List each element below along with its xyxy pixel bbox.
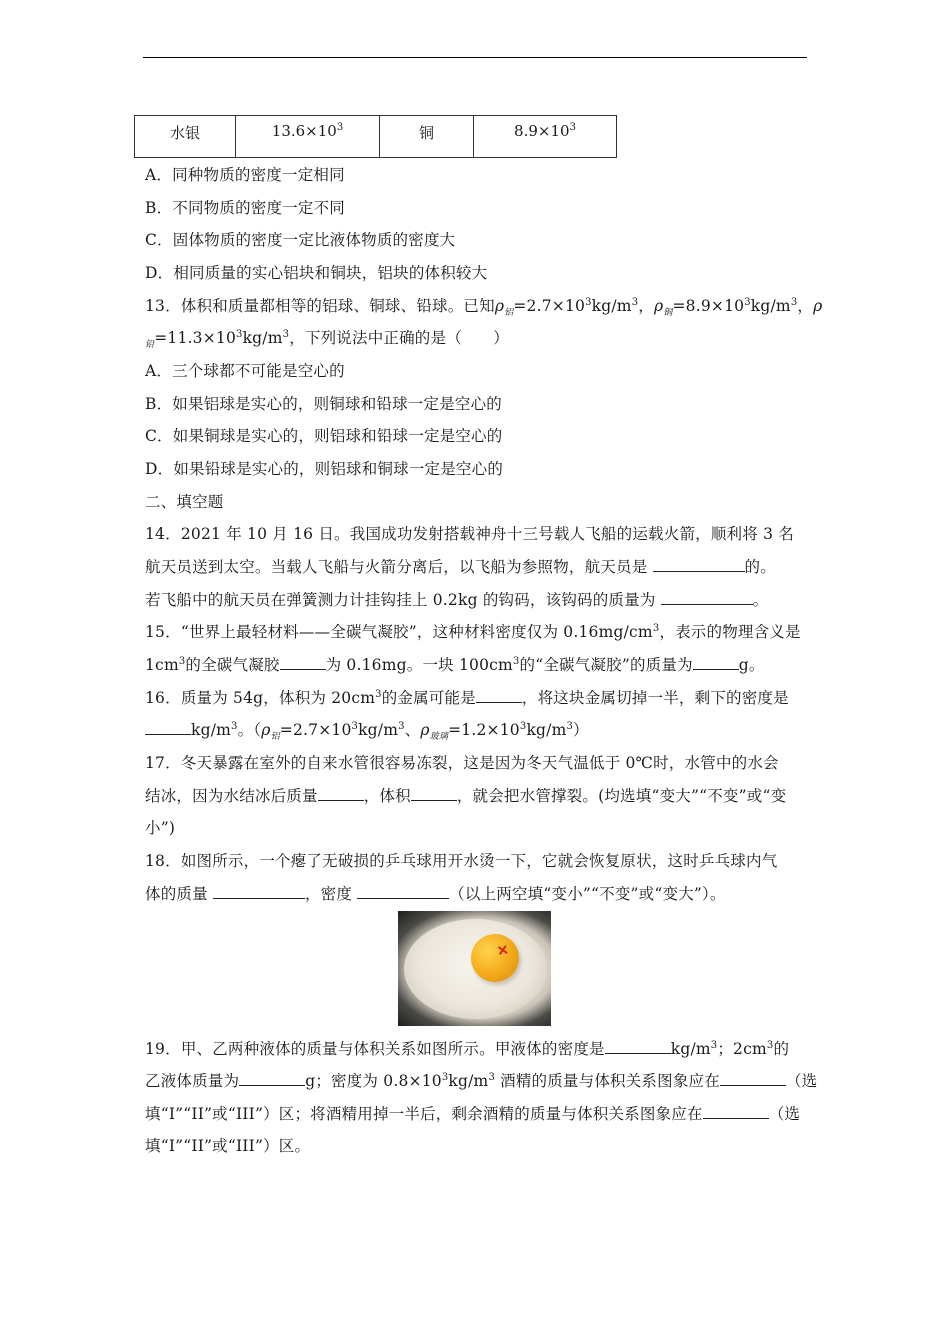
text: ，体积 [363,787,411,805]
text: （选 [785,1072,818,1090]
ping-pong-ball-image [471,934,519,982]
text: 的“全碳气凝胶”的质量为 [519,656,693,674]
table-row [135,116,617,158]
rho-symbol: ρ [261,721,271,739]
cell-text: 8.9×10 [514,122,570,140]
subscript: 玻璃 [429,732,449,743]
text: （以上两空填“变小”“不变”或“变大”）。 [449,885,726,903]
q19-line3 [145,1102,800,1124]
header-rule [143,57,807,58]
answer-blank[interactable] [239,1071,305,1086]
text: kg/m [358,721,399,739]
answer-blank[interactable] [476,688,522,703]
q12-option-c: C．固体物质的密度一定比液体物质的密度大 [145,231,456,249]
text: 19．甲、乙两种液体的质量与体积关系如图所示。甲液体的密度是 [145,1040,605,1058]
superscript: 3 [566,720,574,732]
superscript: 3 [512,655,520,667]
subscript: 铜 [663,308,673,319]
q13-option-d: D．如果铅球是实心的，则铝球和铜球一定是空心的 [145,460,504,478]
superscript: 3 [236,328,243,340]
answer-blank[interactable] [213,884,305,899]
q15-line1 [145,620,801,642]
q14-line3 [145,588,768,610]
text: （选 [768,1105,801,1123]
text: 。（ [237,721,262,739]
text: 若飞船中的航天员在弹簧测力计挂钩挂上 0.2kg 的钩码，该钩码的质量为 [145,591,661,609]
density-table [134,115,617,158]
answer-blank[interactable] [605,1039,671,1054]
answer-blank[interactable] [318,786,364,801]
text: ，下列说法中正确的是（ ） [289,329,509,347]
superscript: 3 [744,296,751,308]
q12-option-b: B．不同物质的密度一定不同 [145,199,345,217]
answer-blank[interactable] [661,590,753,605]
superscript: 3 [631,296,639,308]
text: 的金属可能是 [381,689,476,707]
q13-option-a: A．三个球都不可能是空心的 [145,362,345,380]
text: ，表示的物理含义是 [659,623,801,641]
cell-text: 水银 [169,124,200,142]
text: 填“I”“II”或“III”）区；将酒精用掉一半后，剩余酒精的质量与体积关系图象应在 [145,1105,703,1123]
text: ，将这块金属切掉一半，剩下的密度是 [521,689,789,707]
text: g；密度为 0.8×10 [305,1072,442,1090]
text: 16．质量为 54g，体积为 20cm [145,689,376,707]
subscript: 铝 [270,732,280,743]
text: ） [573,721,589,739]
q13-option-c: C．如果铜球是实心的，则铝球和铅球一定是空心的 [145,427,503,445]
text: 1cm [145,656,179,674]
q13-stem: 13．体积和质量都相等的铝球、铜球、铅球。已知$\rho_铝=2.7\times 10^3kg/m^3$，$\rho_铜=8.9\times 10^3kg/m^3$，ρ [145,296,823,319]
table-cell [236,116,380,158]
q17-line3: 小”) [145,819,176,837]
text: 结冰，因为水结冰后质量 [145,787,318,805]
answer-blank[interactable] [703,1104,769,1119]
text: 酒精的质量与体积关系图象应在 [495,1072,720,1090]
q19-line1 [145,1037,789,1059]
q14-line1: 14．2021 年 10 月 16 日。我国成功发射搭载神舟十三号载人飞船的运载火箭，顺利将 3 名 [145,525,794,543]
superscript: 3 [766,1039,774,1051]
superscript: 3 [441,1071,449,1083]
text: ，就会把水管撑裂。(均选填“变大”“不变”或“变 [456,787,787,805]
table-cell [380,116,474,158]
table-cell [135,116,236,158]
rho-symbol: ρ [653,297,664,315]
subscript: 铝 [504,308,514,319]
superscript: 3 [398,720,405,732]
answer-blank[interactable] [693,655,739,670]
text: =2.7×10 [279,721,352,739]
text: 13．体积和质量都相等的铝球、铜球、铅球。已知 [145,297,495,315]
superscript: 3 [710,1039,718,1051]
text: g。 [738,656,765,674]
rho-symbol: ρ [420,721,430,739]
rho-symbol: ρ [813,297,823,315]
q12-option-a: A．同种物质的密度一定相同 [145,166,345,184]
subscript: 铅 [145,340,155,351]
text: =1.2×10 [448,721,520,739]
answer-blank[interactable] [411,786,457,801]
text: 的。 [744,558,776,576]
ball-logo-mark: + [490,938,515,963]
ping-pong-ball-photo [398,911,551,1026]
rho-symbol: ρ [494,297,505,315]
superscript: 3 [519,720,527,732]
cell-text: 铜 [418,124,434,142]
q17-line2 [145,784,786,806]
superscript: 3 [336,122,344,133]
q19-line2 [145,1069,817,1091]
text: ，密度 [304,885,358,903]
q17-line1: 17．冬天暴露在室外的自来水管很容易冻裂，这是因为冬天气温低于 0℃时，水管中的水会 [145,754,779,772]
text: 。 [752,591,769,609]
text: kg/m [448,1072,489,1090]
text: ；2cm [717,1040,767,1058]
text: 乙液体质量为 [145,1072,240,1090]
text: =8.9×10 [672,297,745,315]
text: kg/m [750,297,791,315]
superscript: 3 [488,1071,495,1083]
q13-option-b: B．如果铝球是实心的，则铜球和铅球一定是空心的 [145,395,502,413]
q18-line2 [145,882,726,904]
superscript: 3 [375,688,382,700]
text: 为 0.16mg。一块 100cm [325,656,513,674]
q12-option-d: D．相同质量的实心铝块和铜块，铝块的体积较大 [145,264,488,282]
answer-blank[interactable] [357,884,449,899]
superscript: 3 [652,622,660,634]
q14-line2 [145,555,776,577]
q18-line1: 18．如图所示，一个瘪了无破损的乒乓球用开水烫一下，它就会恢复原状，这时乒乓球内气 [145,852,778,870]
answer-blank[interactable] [280,655,326,670]
text: kg/m [526,721,567,739]
section-heading: 二、填空题 [145,493,224,511]
text: =2.7×10 [513,297,586,315]
q15-line2 [145,653,765,675]
superscript: 3 [585,296,592,308]
text: 、 [404,721,421,739]
superscript: 3 [351,720,359,732]
q16-line2 [145,718,589,742]
text: kg/m [591,297,632,315]
text: 15．“世界上最轻材料——全碳气凝胶”，这种材料密度仅为 0.16mg/cm [145,623,653,641]
text: kg/m [242,329,283,347]
table-cell [474,116,617,158]
superscript: 3 [231,720,238,732]
answer-blank[interactable] [653,557,745,572]
text: 体的质量 [145,885,213,903]
q16-line1 [145,686,789,708]
q19-line4: 填“I”“II”或“III”）区。 [145,1137,311,1155]
superscript: 3 [569,122,576,133]
text: 航天员送到太空。当载人飞船与火箭分离后，以飞船为参照物，航天员是 [145,558,653,576]
superscript: 3 [790,296,798,308]
answer-blank[interactable] [720,1071,786,1086]
superscript: 3 [178,655,186,667]
answer-blank[interactable] [145,720,191,735]
text: kg/m [670,1040,711,1058]
text: kg/m [191,721,232,739]
superscript: 3 [282,328,290,340]
q13-stem-line2 [145,326,509,350]
text: 的全碳气凝胶 [185,656,280,674]
text: =11.3×10 [154,329,237,347]
cell-text: 13.6×10 [271,122,337,140]
text: 的 [773,1040,790,1058]
